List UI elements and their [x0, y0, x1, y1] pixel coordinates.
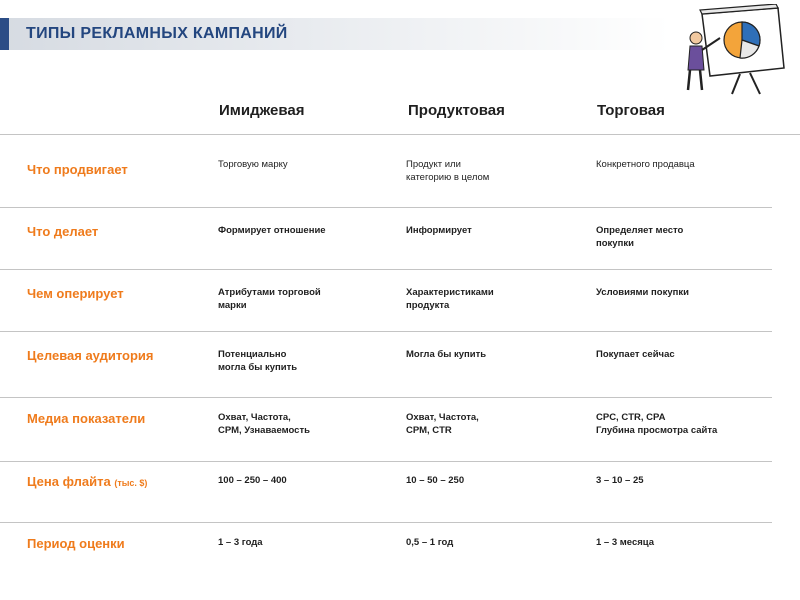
table-cell: Охват, Частота, СРМ, Узнаваемость [218, 412, 310, 436]
table-cell: Атрибутами торговой марки [218, 287, 321, 311]
row-divider [0, 522, 772, 523]
table-cell: Покупает сейчас [596, 349, 675, 360]
table-cell: Потенциально могла бы купить [218, 349, 298, 373]
column-header-trade: Торговая [597, 102, 665, 119]
row-label-text: Что делает [27, 224, 99, 239]
table-cell: Охват, Частота, СРМ, CTR [406, 412, 479, 436]
row-label-text: Период оценки [27, 536, 125, 551]
table-cell: Формирует отношение [218, 225, 326, 236]
row-label-text: Медиа показатели [27, 411, 146, 426]
row-label-text: Цена флайта [27, 474, 115, 489]
row-label-text: Целевая аудитория [27, 348, 154, 363]
column-header-product: Продуктовая [408, 102, 505, 119]
title-accent-stripe [0, 18, 9, 50]
table-cell: Торговую марку [218, 159, 288, 170]
title-bar [0, 18, 670, 50]
row-divider [0, 397, 772, 398]
table-cell: 3 – 10 – 25 [596, 475, 644, 486]
row-label-text: Что продвигает [27, 162, 128, 177]
row-label [27, 411, 145, 426]
row-divider [0, 461, 772, 462]
table-cell: 1 – 3 месяца [596, 537, 655, 548]
header-divider [0, 134, 800, 135]
table-cell: 100 – 250 – 400 [218, 475, 287, 486]
row-label-text: Чем оперирует [27, 286, 124, 301]
table-cell: 1 – 3 года [218, 537, 263, 548]
table-cell: 0,5 – 1 год [406, 537, 454, 548]
table-cell: Конкретного продавца [596, 159, 695, 170]
row-divider [0, 269, 772, 270]
table-cell: Продукт или категорию в целом [406, 159, 490, 183]
row-divider [0, 207, 772, 208]
row-label [27, 286, 124, 301]
row-divider [0, 331, 772, 332]
row-label [27, 162, 128, 177]
column-header-image: Имиджевая [219, 102, 305, 119]
table-cell: 10 – 50 – 250 [406, 475, 465, 486]
table-cell: Условиями покупки [596, 287, 689, 298]
table-cell: CPC, CTR, CPA Глубина просмотра сайта [596, 412, 718, 436]
table-cell: Характеристиками продукта [406, 287, 494, 311]
page-title: ТИПЫ РЕКЛАМНЫХ КАМПАНИЙ [26, 25, 288, 42]
row-label [27, 474, 147, 489]
row-label-unit-note: (тыс. $) [114, 478, 148, 488]
presentation-chart-icon [680, 4, 790, 96]
table-cell: Могла бы купить [406, 349, 487, 360]
row-label [27, 224, 98, 239]
row-label [27, 348, 153, 363]
row-label [27, 536, 125, 551]
table-cell: Информирует [406, 225, 472, 236]
table-cell: Определяет место покупки [596, 225, 684, 249]
